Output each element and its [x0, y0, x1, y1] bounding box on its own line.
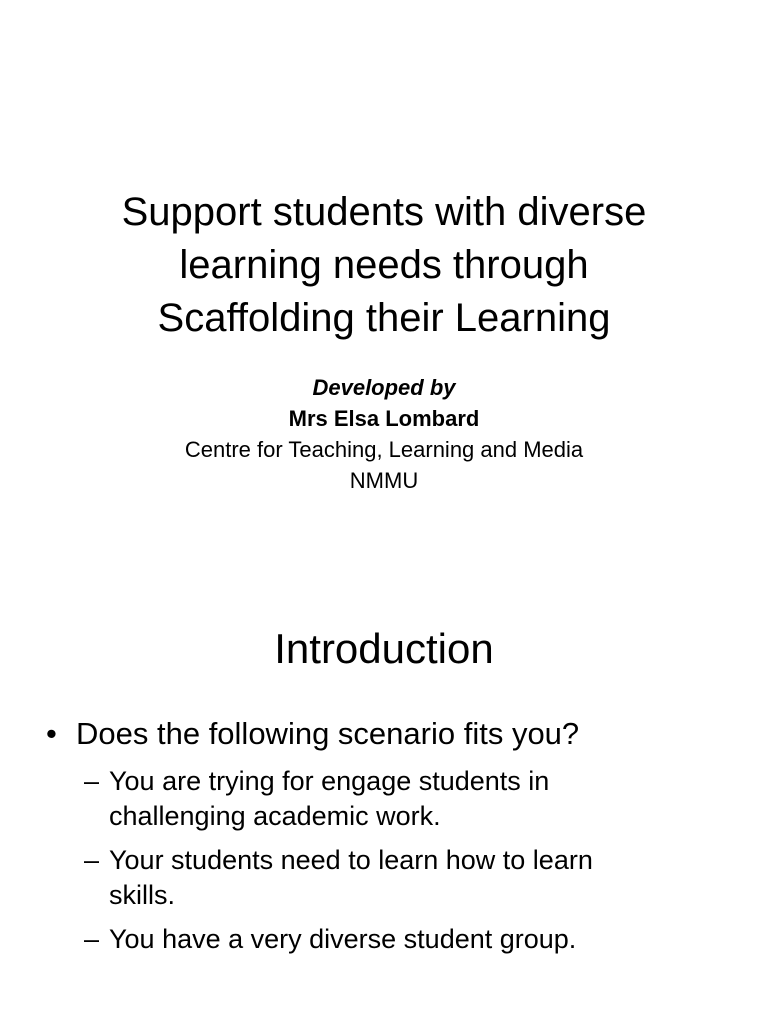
sub-bullet-line: Your students need to learn how to learn: [109, 845, 593, 875]
sub-bullet-text: [109, 922, 709, 957]
sub-bullet-text: [109, 764, 709, 834]
title-line: Support students with diverse: [121, 190, 647, 234]
slide-title: [60, 186, 708, 345]
slide-title: Introduction: [274, 625, 494, 672]
dash-mark: –: [84, 924, 100, 954]
introduction-slide: [0, 540, 768, 1024]
developed-by-label: Developed by: [312, 375, 456, 400]
sub-bullet-line: You have a very diverse student group.: [109, 924, 577, 954]
bullet-text: Does the following scenario fits you?: [76, 716, 580, 751]
sub-bullet-line: skills.: [109, 880, 175, 910]
sub-bullet-text: [109, 843, 709, 913]
bullet-mark: •: [46, 716, 57, 751]
title-line: Scaffolding their Learning: [157, 296, 611, 340]
sub-bullet-line: You are trying for engage students in: [109, 766, 550, 796]
credits: [40, 372, 728, 496]
sub-bullet-line: challenging academic work.: [109, 801, 441, 831]
affiliation: Centre for Teaching, Learning and Media: [184, 437, 584, 462]
title-line: learning needs through: [179, 243, 589, 287]
dash-mark: –: [84, 845, 100, 875]
author-name: Mrs Elsa Lombard: [288, 406, 480, 431]
dash-mark: –: [84, 766, 100, 796]
institution: NMMU: [349, 468, 419, 493]
